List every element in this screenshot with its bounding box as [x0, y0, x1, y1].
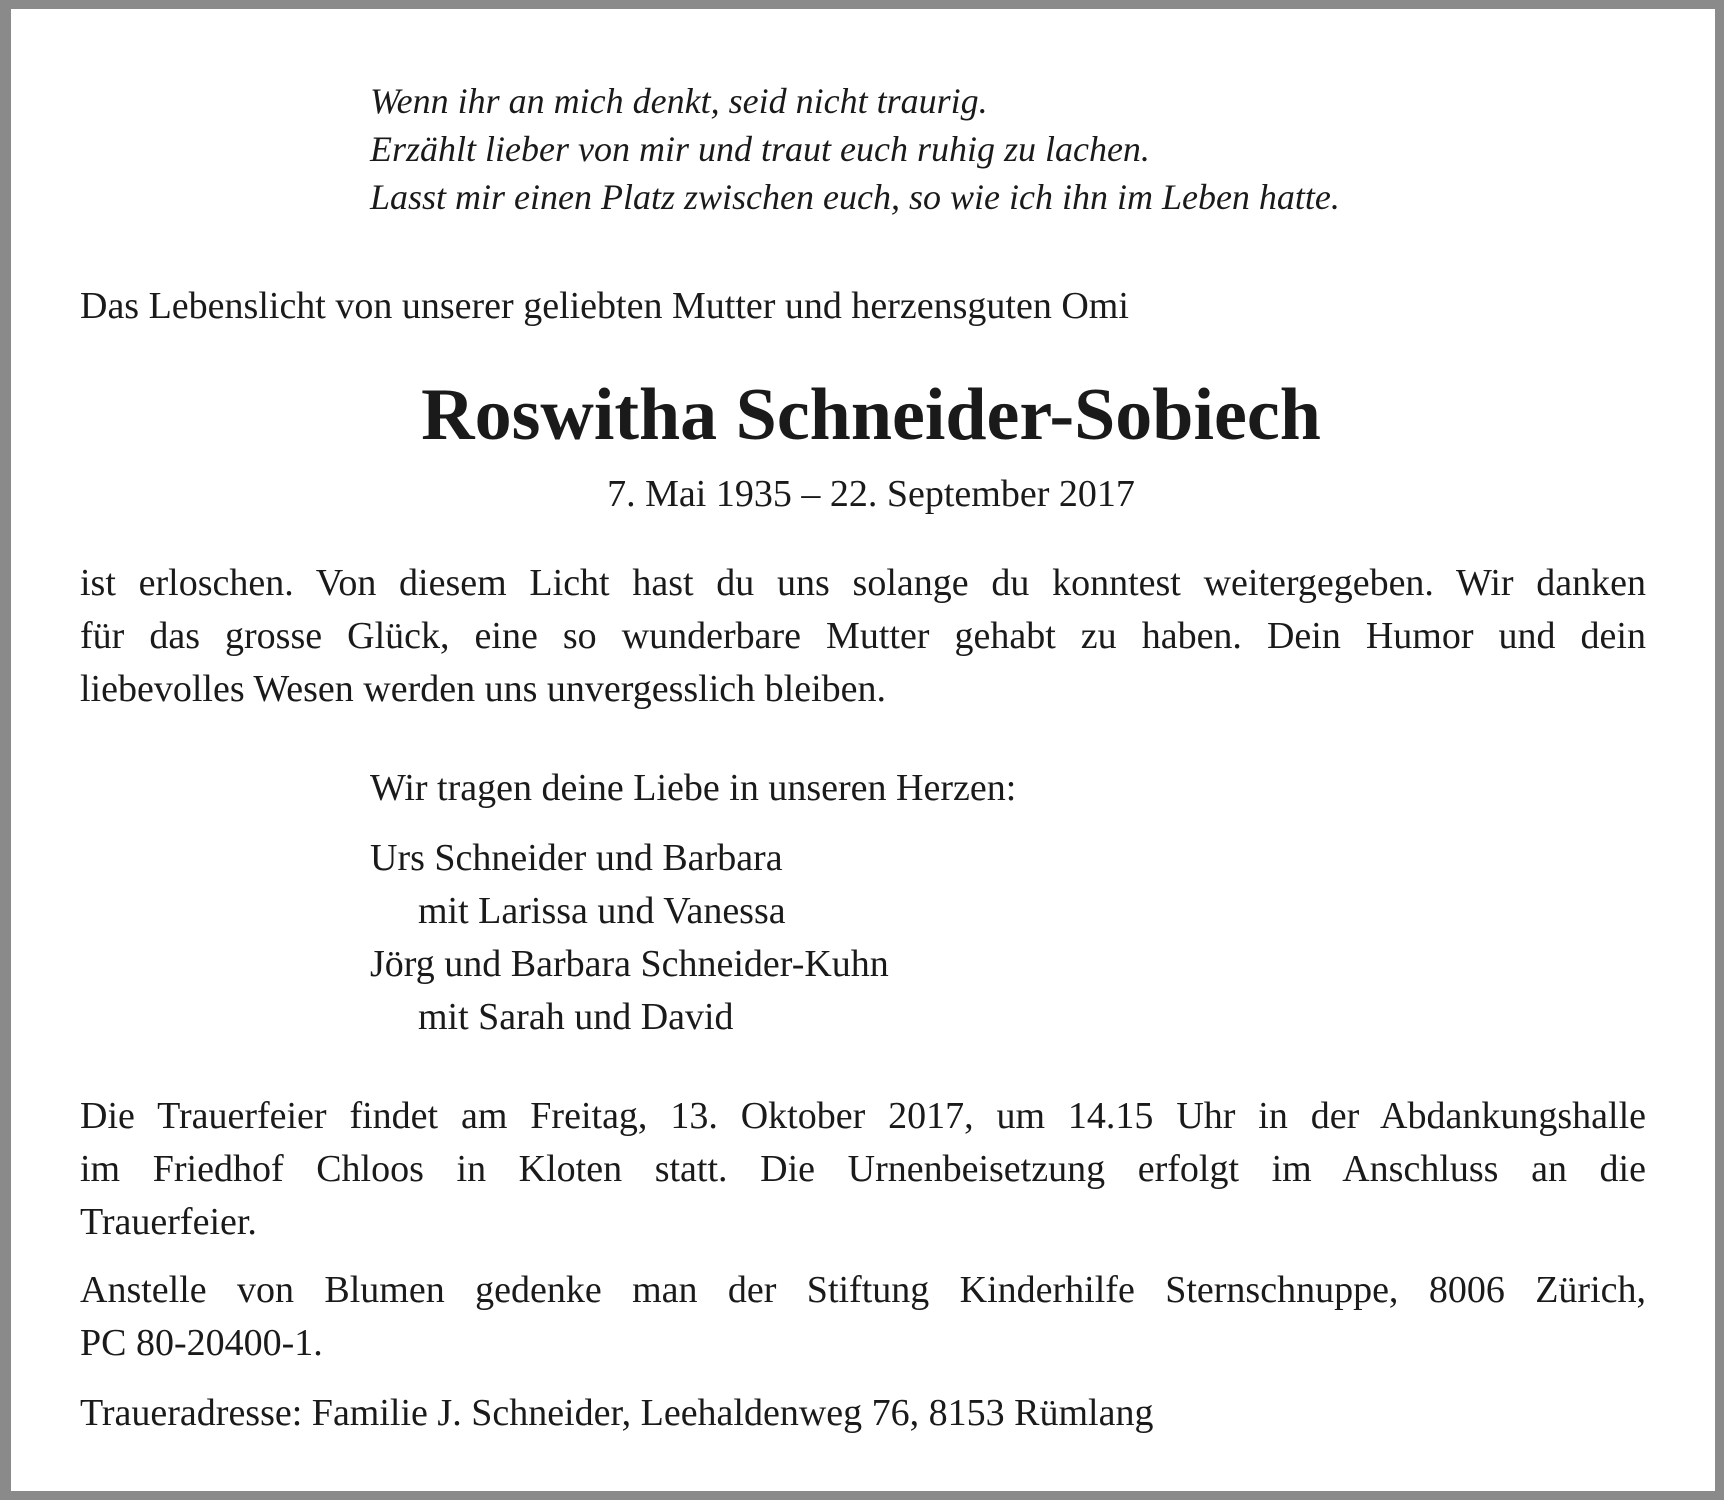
mourner-line: mit Larissa und Vanessa: [418, 890, 786, 932]
paragraph-line: ist erloschen. Von diesem Licht hast du uns solange du konntest weitergegeben. Wir danken: [80, 562, 1646, 604]
intro-text: Das Lebenslicht von unserer geliebten Mutter und herzensguten Omi: [80, 285, 1129, 327]
paragraph-line: im Friedhof Chloos in Kloten statt. Die Urnenbeisetzung erfolgt im Anschluss an die: [80, 1148, 1646, 1190]
address-line: Traueradresse: Familie J. Schneider, Leehaldenweg 76, 8153 Rümlang: [80, 1392, 1154, 1434]
mourners-list: [370, 832, 889, 1044]
tribute-paragraph: [80, 557, 1646, 716]
mourner-line: Jörg und Barbara Schneider-Kuhn: [370, 943, 889, 985]
paragraph-line: für das grosse Glück, eine so wunderbare Mutter gehabt zu haben. Dein Humor und dein: [80, 615, 1646, 657]
paragraph-line: liebevolles Wesen werden uns unvergesslich bleiben.: [80, 668, 886, 710]
paragraph-line: Anstelle von Blumen gedenke man der Stiftung Kinderhilfe Sternschnuppe, 8006 Zürich,: [80, 1269, 1646, 1311]
poem-quote: [370, 77, 1340, 221]
paragraph-line: PC 80-20400-1.: [80, 1322, 323, 1364]
poem-line: Lasst mir einen Platz zwischen euch, so wie ich ihn im Leben hatte.: [370, 177, 1340, 217]
poem-line: Wenn ihr an mich denkt, seid nicht traurig.: [370, 81, 988, 121]
mourner-line: mit Sarah und David: [418, 996, 734, 1038]
deceased-name: Roswitha Schneider-Sobiech: [421, 374, 1321, 456]
mourners-heading: Wir tragen deine Liebe in unseren Herzen:: [370, 767, 1017, 809]
donation-paragraph: [80, 1264, 1646, 1370]
life-dates: 7. Mai 1935 – 22. September 2017: [607, 473, 1135, 515]
ceremony-paragraph: [80, 1090, 1646, 1249]
mourner-line: Urs Schneider und Barbara: [370, 837, 783, 879]
address-paragraph: [80, 1387, 1646, 1440]
poem-line: Erzählt lieber von mir und traut euch ruhig zu lachen.: [370, 129, 1150, 169]
paragraph-line: Trauerfeier.: [80, 1201, 257, 1243]
paragraph-line: Die Trauerfeier findet am Freitag, 13. Oktober 2017, um 14.15 Uhr in der Abdankungshalle: [80, 1095, 1646, 1137]
